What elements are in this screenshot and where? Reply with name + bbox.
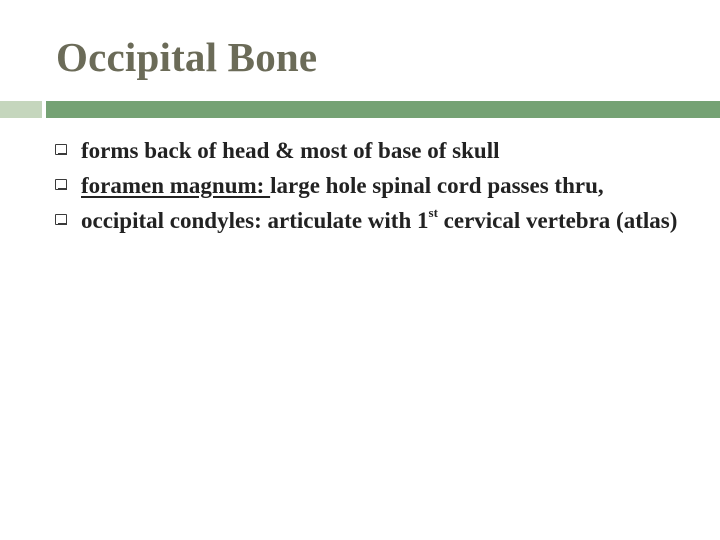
square-bullet-icon: [55, 144, 67, 155]
bullet-text: forms back of head & most of base of skull: [81, 138, 500, 163]
square-bullet-icon: [55, 214, 67, 225]
title-rule: [46, 101, 720, 118]
title-rule-accent: [0, 101, 42, 118]
bullet-item-foramen-magnum: [0, 168, 720, 203]
bullet-item-back-of-head: [0, 133, 720, 168]
term-foramen-magnum: foramen magnum:: [81, 173, 271, 198]
slide-title: Occipital Bone: [56, 34, 318, 80]
bullet-text: large hole spinal cord passes thru,: [270, 173, 604, 198]
square-bullet-icon: [55, 179, 67, 190]
ordinal-superscript: st: [428, 205, 438, 221]
bullet-text-continued: cervical vertebra (atlas): [437, 208, 678, 233]
bullet-item-occipital-condyles: [0, 203, 720, 238]
bullet-text: occipital condyles: articulate with 1: [81, 208, 429, 233]
bullet-list: [0, 133, 720, 238]
